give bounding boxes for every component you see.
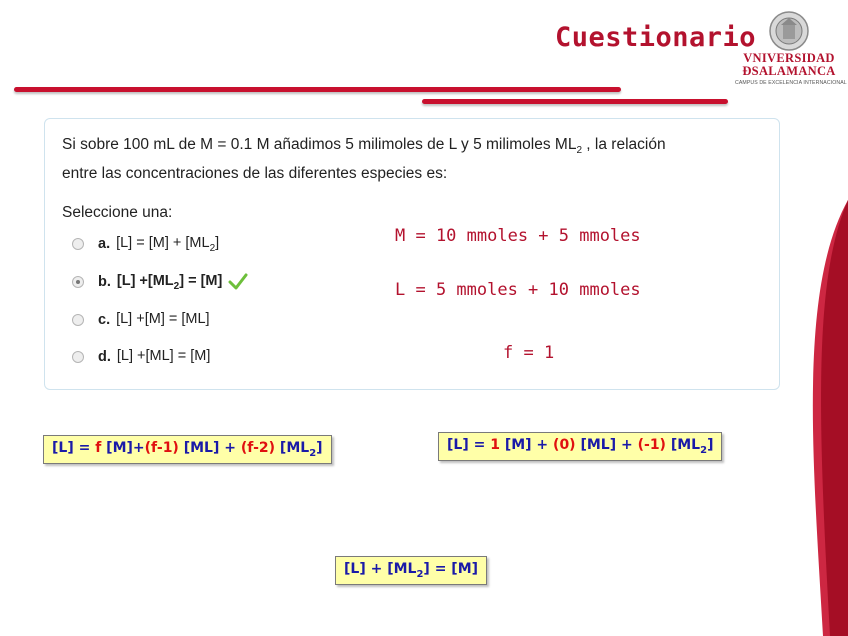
question-text-part1: Si sobre 100 mL de M = 0.1 M añadimos 5 milimoles de L y 5 milimoles ML <box>62 136 577 153</box>
option-b[interactable] <box>72 273 248 292</box>
option-letter: a. <box>98 236 111 253</box>
option-a[interactable] <box>72 235 219 254</box>
option-d[interactable] <box>72 348 210 367</box>
option-letter: c. <box>98 312 111 329</box>
radio-button[interactable] <box>72 238 84 250</box>
page-title: Cuestionario <box>555 22 757 53</box>
header-rule-top <box>14 87 621 92</box>
radio-button[interactable] <box>72 314 84 326</box>
option-letter: d. <box>98 349 111 366</box>
header-rule-bottom <box>422 99 728 104</box>
substituted-formula-box: [L] = 1 [M] + (0) [ML] + (-1) $[ML_2]$ <box>438 432 722 461</box>
option-c[interactable] <box>72 311 210 330</box>
question-text-part2: , la relación entre las concentraciones de las diferentes especies es: <box>62 136 666 183</box>
option-formula: $[L] +[ML_2] = [M]$ <box>116 273 223 292</box>
option-formula: [L] +[M] = [ML] <box>116 311 210 327</box>
logo-line-2: ÐSALAMANCA <box>742 64 836 78</box>
note-m-moles: M = 10 mmoles + 5 mmoles <box>395 226 641 246</box>
radio-button[interactable] <box>72 351 84 363</box>
result-formula-box: $[L] + [ML_2] = [M]$ <box>335 556 487 585</box>
radio-button-selected[interactable] <box>72 276 84 288</box>
question-text <box>62 133 702 185</box>
option-formula: [L] +[ML] = [M] <box>116 348 211 364</box>
note-f-value: f = 1 <box>503 343 555 363</box>
seal-icon <box>768 10 810 52</box>
logo-line-1: VNIVERSIDAD <box>743 51 835 65</box>
select-label: Seleccione una: <box>62 204 173 221</box>
question-text-sub: 2 <box>576 145 582 157</box>
checkmark-icon <box>228 273 248 291</box>
note-l-moles: L = 5 mmoles + 10 mmoles <box>395 280 641 300</box>
option-letter: b. <box>98 274 111 291</box>
university-logo <box>735 10 847 95</box>
logo-line-3: CAMPUS DE EXCELENCIA INTERNACIONAL <box>735 80 847 86</box>
general-formula-box: [L] = f [M]+(f-1) [ML] + (f-2) $[ML_2]$ <box>43 435 332 464</box>
option-formula: $[L] = [M] + [ML_2]$ <box>116 235 220 254</box>
